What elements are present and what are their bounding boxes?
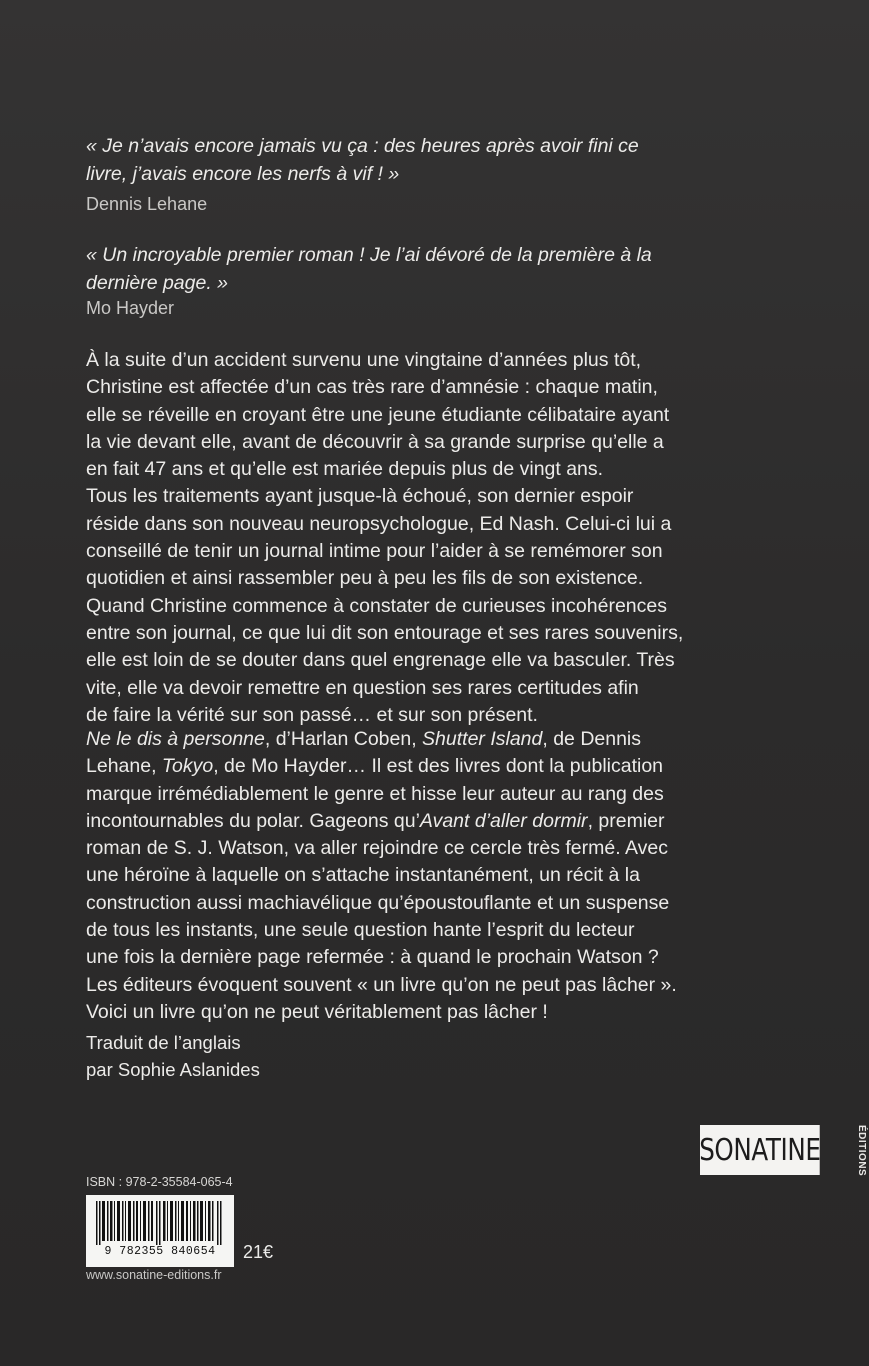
isbn: ISBN : 978-2-35584-065-4	[86, 1175, 233, 1189]
pitch-line: Lehane, Tokyo, de Mo Hayder… Il est des livres dont la publication	[86, 755, 664, 778]
publisher-website: www.sonatine-editions.fr	[86, 1268, 222, 1282]
publisher-logo-side-text: ÉDITIONS	[856, 1125, 867, 1177]
synopsis-line: Quand Christine commence à constater de curieuses incohérences	[86, 594, 667, 617]
barcode-number: 9 782355 840654	[104, 1245, 216, 1258]
publisher-logo: SONATINE	[700, 1125, 820, 1175]
quote-line: livre, j’avais encore les nerfs à vif ! »	[86, 163, 400, 185]
barcode-bars	[96, 1201, 224, 1245]
quote-line: « Un incroyable premier roman ! Je l’ai dévoré de la première à la	[86, 244, 652, 266]
synopsis-line: vite, elle va devoir remettre en question ses rares certitudes afin	[86, 676, 639, 699]
quote-line: dernière page. »	[86, 272, 229, 294]
credit-line: Traduit de l’anglais	[86, 1032, 241, 1053]
pitch-line: roman de S. J. Watson, va aller rejoindre ce cercle très fermé. Avec	[86, 837, 668, 860]
price: 21€	[243, 1242, 274, 1262]
book-title-italic: Avant d’aller dormir	[419, 809, 588, 832]
quote-mo-hayder	[86, 241, 766, 321]
pitch-line: marque irrémédiablement le genre et hisse leur auteur au rang des	[86, 782, 664, 805]
pitch-line: Les éditeurs évoquent souvent « un livre qu’on ne peut pas lâcher ».	[86, 973, 677, 996]
book-title-italic: Tokyo	[161, 755, 214, 778]
synopsis-line: en fait 47 ans et qu’elle est mariée depuis plus de vingt ans.	[86, 458, 604, 481]
synopsis-line: Christine est affectée d’un cas très rare d’amnésie : chaque matin,	[86, 376, 658, 399]
pitch-line: une héroïne à laquelle on s’attache instantanément, un récit à la	[86, 864, 640, 887]
synopsis	[86, 347, 766, 729]
synopsis-line: À la suite d’un accident survenu une vingtaine d’années plus tôt,	[86, 349, 642, 371]
pitch-line: Voici un livre qu’on ne peut véritablement pas lâcher !	[86, 1000, 548, 1023]
pitch	[86, 726, 766, 1026]
synopsis-line: de faire la vérité sur son passé… et sur son présent.	[86, 703, 538, 726]
barcode	[86, 1195, 234, 1267]
synopsis-line: réside dans son nouveau neuropsychologue, Ed Nash. Celui-ci lui a	[86, 512, 672, 535]
quote-line: « Je n’avais encore jamais vu ça : des heures après avoir fini ce	[86, 135, 639, 157]
synopsis-line: entre son journal, ce que lui dit son entourage et ses rares souvenirs,	[86, 621, 684, 644]
pitch-line: incontournables du polar. Gageons qu’Avant d’aller dormir, premier	[86, 809, 665, 832]
quote-author: Dennis Lehane	[86, 194, 208, 214]
synopsis-line: elle est loin de se douter dans quel engrenage elle va basculer. Très	[86, 649, 675, 672]
pitch-line: de tous les instants, une seule question hante l’esprit du lecteur	[86, 919, 635, 942]
translation-credits	[86, 1029, 766, 1083]
quote-author: Mo Hayder	[86, 298, 175, 318]
quote-dennis-lehane	[86, 132, 766, 217]
pitch-line: construction aussi machiavélique qu’époustouflante et un suspense	[86, 891, 670, 914]
synopsis-line: elle se réveille en croyant être une jeune étudiante célibataire ayant	[86, 403, 670, 426]
book-title-italic: Ne le dis à personne	[86, 728, 265, 750]
credit-line: par Sophie Aslanides	[86, 1059, 260, 1080]
pitch-line: une fois la dernière page refermée : à quand le prochain Watson ?	[86, 946, 659, 969]
synopsis-line: quotidien et ainsi rassembler peu à peu les fils de son existence.	[86, 567, 644, 590]
book-title-italic: Shutter Island	[422, 728, 543, 750]
synopsis-line: conseillé de tenir un journal intime pour l’aider à se remémorer son	[86, 540, 663, 563]
synopsis-line: la vie devant elle, avant de découvrir à sa grande surprise qu’elle a	[86, 430, 664, 453]
pitch-line: Ne le dis à personne, d’Harlan Coben, Shutter Island, de Dennis	[86, 728, 642, 750]
synopsis-line: Tous les traitements ayant jusque-là échoué, son dernier espoir	[86, 485, 634, 508]
